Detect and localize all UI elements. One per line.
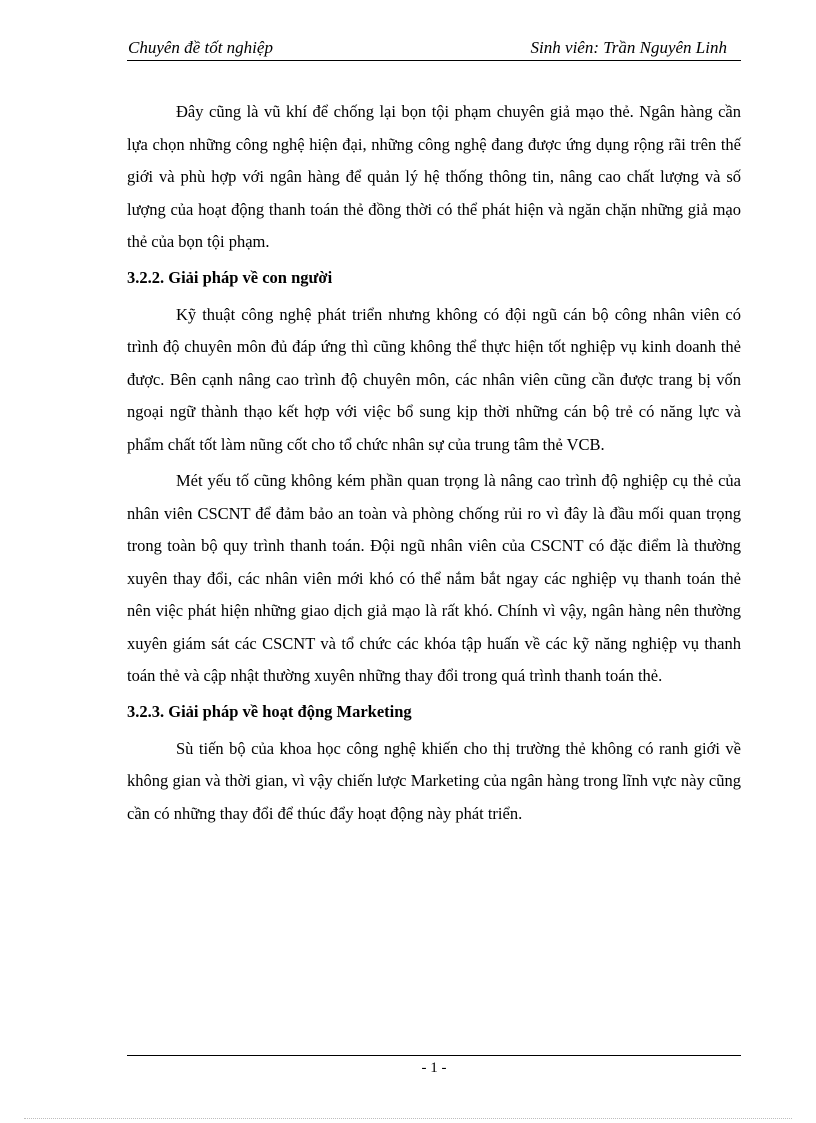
header-title: Chuyên đề tốt nghiệp — [128, 38, 273, 57]
page-content — [127, 96, 741, 830]
paragraph-staff-training: Kỹ thuật công nghệ phát triển nhưng không có đội ngũ cán bộ công nhân viên có trình độ chuyên môn đủ đáp ứng thì cũng không thể thực hiện tốt nghiệp vụ kinh doanh thẻ được. Bên cạnh nâng cao trình độ chuyên môn, các nhân viên cũng cần được trang bị vốn ngoại ngữ thành thạo kết hợp với việc bổ sung kịp thời những cán bộ trẻ có năng lực và phẩm chất tốt làm nũng cốt cho tổ chức nhân sự của trung tâm thẻ VCB. — [127, 304, 741, 454]
page-number: - 1 - — [421, 1060, 447, 1076]
paragraph-merchant-staff: Mét yếu tố cũng không kém phần quan trọng là nâng cao trình độ nghiệp cụ thẻ của nhân viên CSCNT để đảm bảo an toàn và phòng chống rủi ro vì đây là đầu mối quan trọng trong toàn bộ quy trình thanh toán. Đội ngũ nhân viên của CSCNT có đặc điểm là thường xuyên thay đổi, các nhân viên mới khó có thể nắm bắt ngay các nghiệp vụ thanh toán thẻ nên việc phát hiện những giao dịch giả mạo là rất khó. Chính vì vậy, ngân hàng nên thường xuyên giám sát các CSCNT và tổ chức các khóa tập huấn về các kỹ năng nghiệp vụ thanh toán thẻ và cập nhật thường xuyên những thay đổi trong quá trình thanh toán thẻ. — [127, 471, 741, 685]
footer-divider — [127, 1055, 741, 1056]
paragraph-marketing: Sù tiến bộ của khoa học công nghệ khiến cho thị trường thẻ không có ranh giới về không gian và thời gian, vì vậy chiến lược Marketing của ngân hàng trong lĩnh vực này cũng cần có những thay đổi để thúc đẩy hoạt động này phát triển. — [127, 738, 741, 823]
page-header — [127, 36, 741, 61]
section-heading-marketing: 3.2.3. Giải pháp về hoạt động Marketing — [127, 701, 412, 721]
section-heading-people: 3.2.2. Giải pháp về con người — [127, 267, 333, 287]
page-bottom-edge — [24, 1118, 792, 1119]
paragraph-technology: Đây cũng là vũ khí để chống lại bọn tội phạm chuyên giả mạo thẻ. Ngân hàng cần lựa chọn những công nghệ hiện đại, những công nghệ đang được ứng dụng rộng rãi trên thế giới và phù hợp với ngân hàng để quản lý hệ thống thông tin, nâng cao chất lượng và số lượng của hoạt động thanh toán thẻ đồng thời có thể phát hiện và ngăn chặn những giả mạo thẻ của bọn tội phạm. — [127, 102, 741, 251]
header-author: Sinh viên: Trần Nguyên Linh — [530, 38, 727, 57]
